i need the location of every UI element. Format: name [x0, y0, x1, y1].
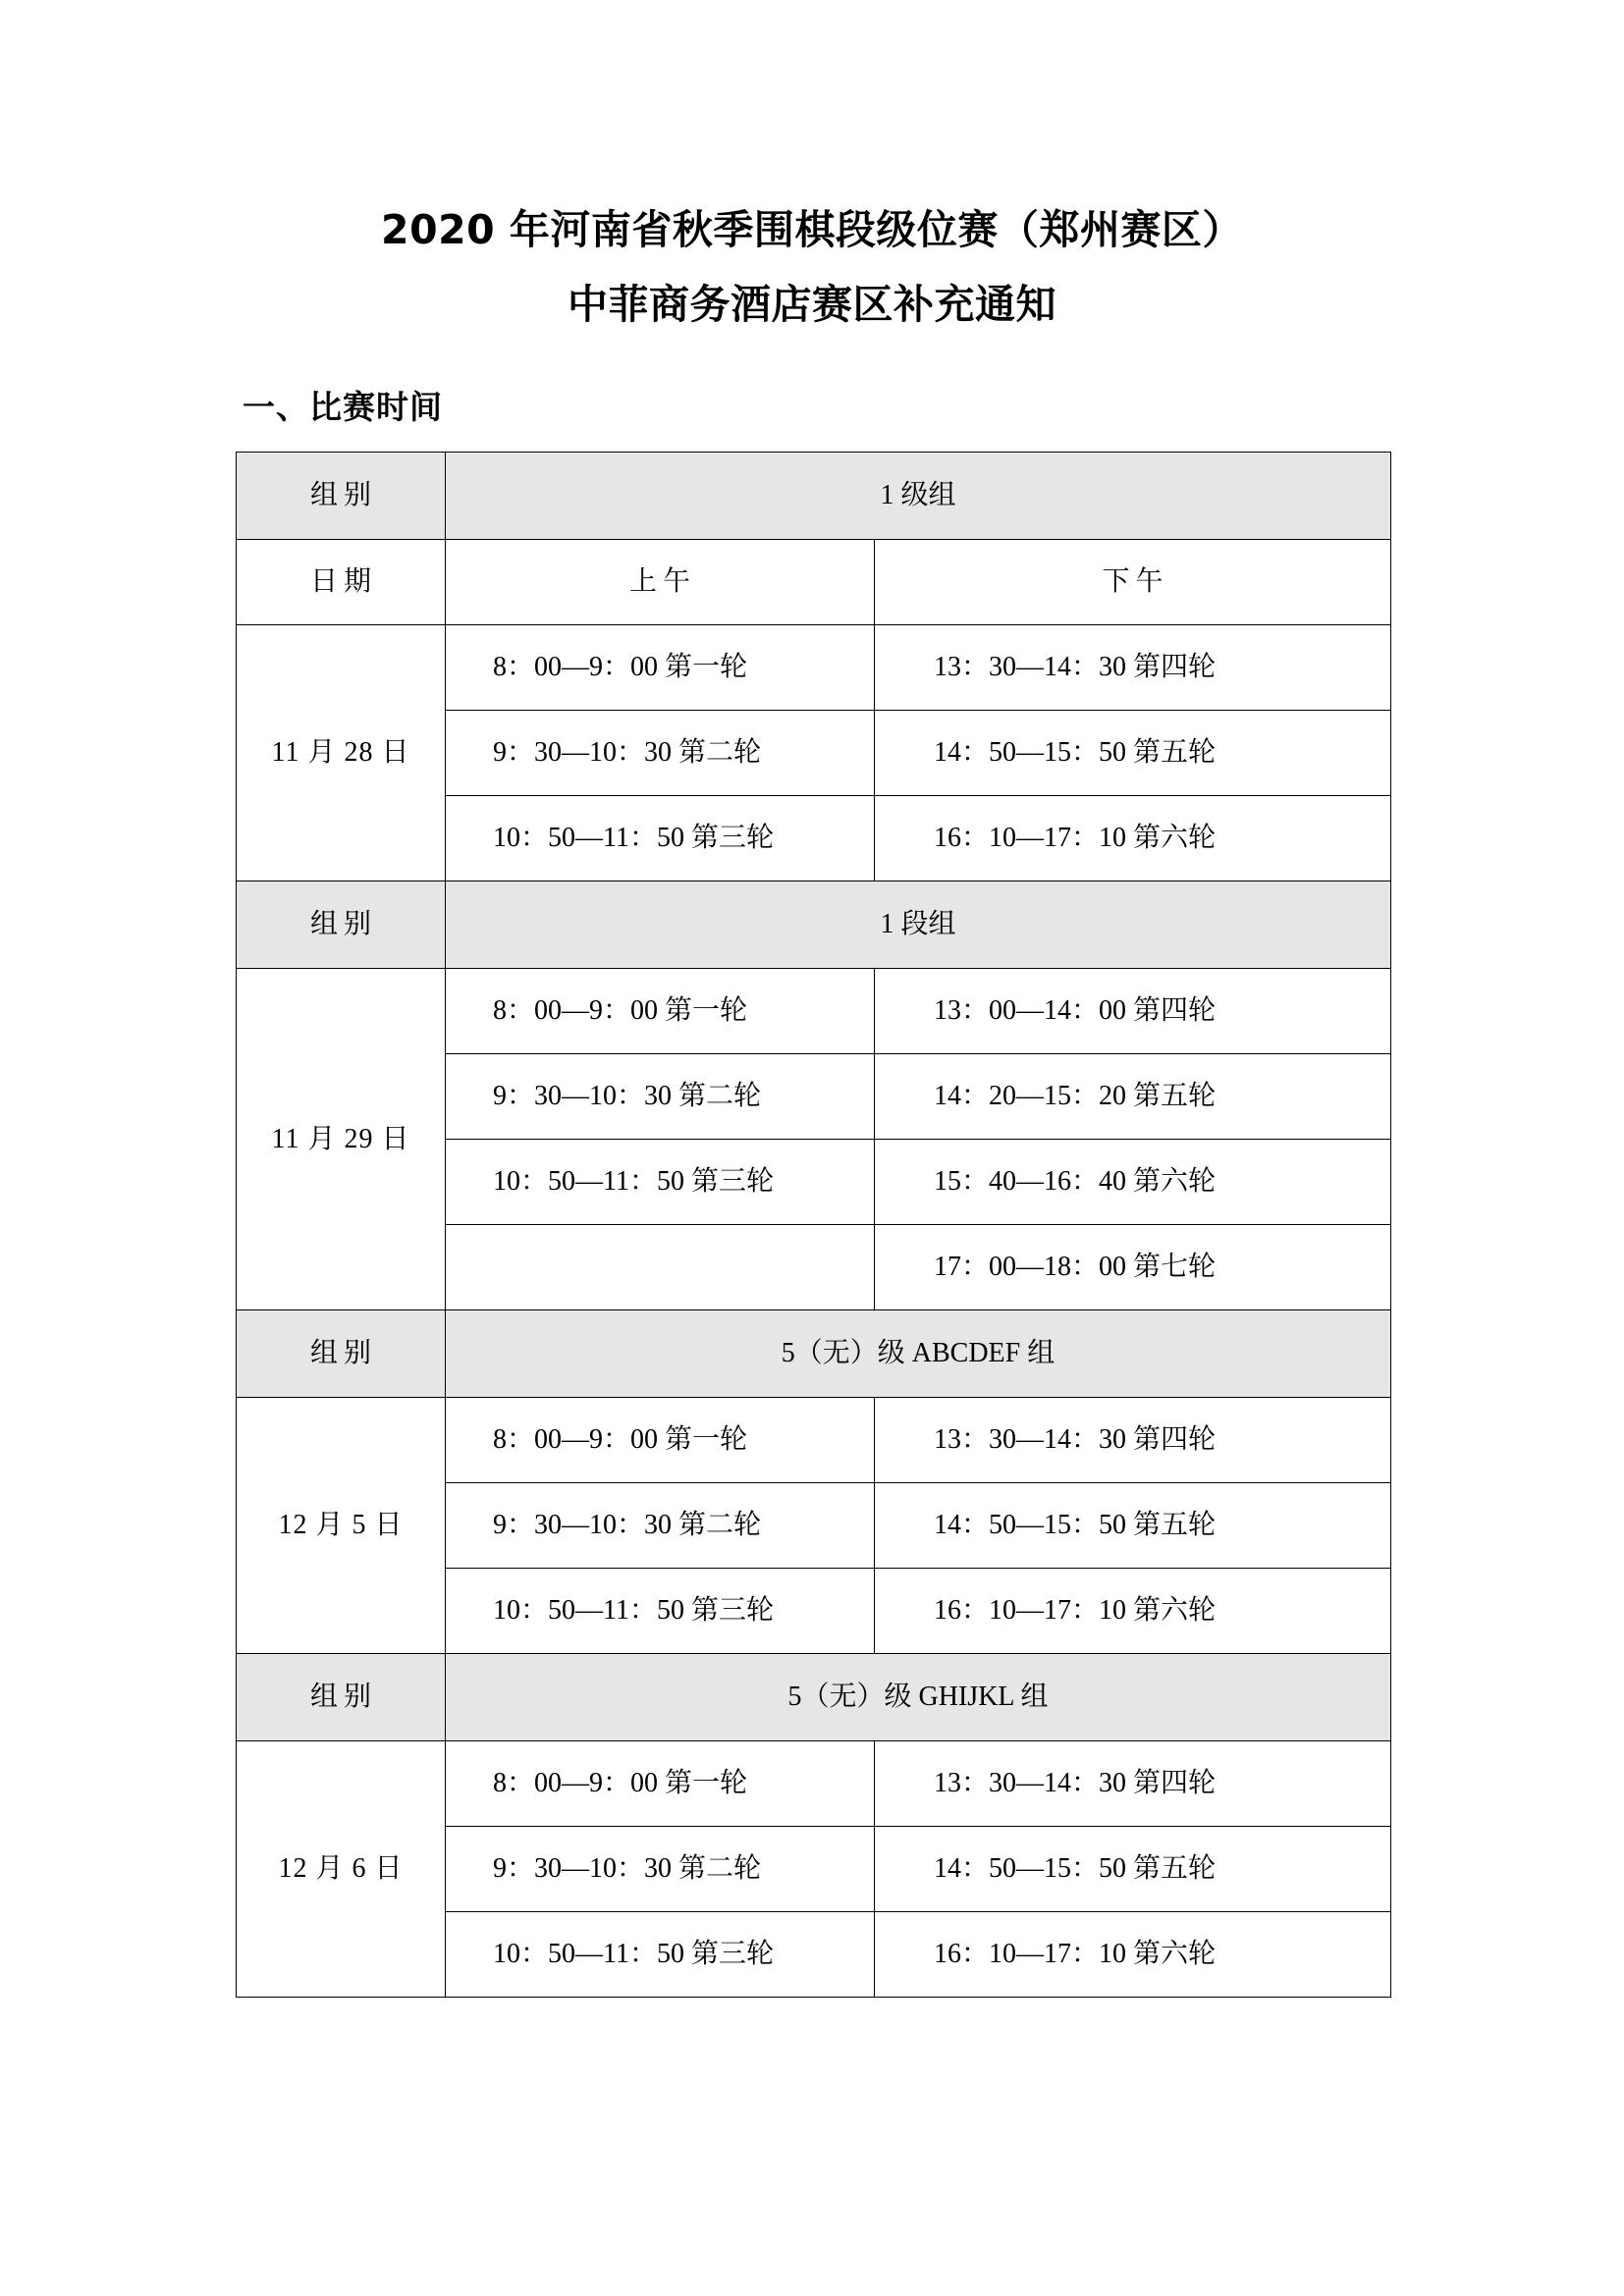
morning-slot-cell: 9：30—10：30 第二轮: [446, 1827, 875, 1912]
morning-slot-cell: 9：30—10：30 第二轮: [446, 1054, 875, 1140]
group-header-row: [237, 1310, 1391, 1398]
group-label-cell: 组别: [237, 1654, 446, 1741]
group-header-row: [237, 881, 1391, 969]
group-value-cell: 5（无）级 GHIJKL 组: [446, 1654, 1391, 1741]
afternoon-slot-cell: 13：00—14：00 第四轮: [875, 969, 1391, 1054]
afternoon-slot-cell: 14：50—15：50 第五轮: [875, 1483, 1391, 1569]
group-header-row: [237, 453, 1391, 540]
morning-slot-cell: [446, 1225, 875, 1310]
afternoon-slot-cell: 13：30—14：30 第四轮: [875, 625, 1391, 711]
afternoon-slot-cell: 15：40—16：40 第六轮: [875, 1140, 1391, 1225]
group-value-cell: 1 段组: [446, 881, 1391, 969]
section-heading-competition-time: 一、比赛时间: [243, 388, 443, 426]
morning-slot-cell: 10：50—11：50 第三轮: [446, 1912, 875, 1998]
morning-slot-cell: 8：00—9：00 第一轮: [446, 1741, 875, 1827]
afternoon-slot-cell: 16：10—17：10 第六轮: [875, 1569, 1391, 1654]
subheader-row: [237, 540, 1391, 625]
group-label-cell: 组别: [237, 453, 446, 540]
subheader-morning-cell: 上午: [446, 540, 875, 625]
group-value-cell: 1 级组: [446, 453, 1391, 540]
afternoon-slot-cell: 13：30—14：30 第四轮: [875, 1398, 1391, 1483]
morning-slot-cell: 8：00—9：00 第一轮: [446, 969, 875, 1054]
morning-slot-cell: 9：30—10：30 第二轮: [446, 711, 875, 796]
subheader-afternoon-cell: 下午: [875, 540, 1391, 625]
group-label-cell: 组别: [237, 1310, 446, 1398]
competition-schedule-table: [236, 452, 1391, 1998]
schedule-row: [237, 625, 1391, 711]
document-title: [0, 192, 1624, 342]
date-cell: 12 月 5 日: [237, 1398, 446, 1654]
morning-slot-cell: 9：30—10：30 第二轮: [446, 1483, 875, 1569]
afternoon-slot-cell: 14：50—15：50 第五轮: [875, 1827, 1391, 1912]
morning-slot-cell: 8：00—9：00 第一轮: [446, 625, 875, 711]
morning-slot-cell: 10：50—11：50 第三轮: [446, 1140, 875, 1225]
morning-slot-cell: 8：00—9：00 第一轮: [446, 1398, 875, 1483]
schedule-row: [237, 1741, 1391, 1827]
group-header-row: [237, 1654, 1391, 1741]
afternoon-slot-cell: 14：20—15：20 第五轮: [875, 1054, 1391, 1140]
afternoon-slot-cell: 16：10—17：10 第六轮: [875, 796, 1391, 881]
date-cell: 11 月 28 日: [237, 625, 446, 881]
schedule-row: [237, 969, 1391, 1054]
afternoon-slot-cell: 13：30—14：30 第四轮: [875, 1741, 1391, 1827]
morning-slot-cell: 10：50—11：50 第三轮: [446, 1569, 875, 1654]
schedule-row: [237, 1398, 1391, 1483]
morning-slot-cell: 10：50—11：50 第三轮: [446, 796, 875, 881]
title-line-1: 2020 年河南省秋季围棋段级位赛（郑州赛区）: [381, 206, 1243, 253]
date-cell: 11 月 29 日: [237, 969, 446, 1310]
afternoon-slot-cell: 17：00—18：00 第七轮: [875, 1225, 1391, 1310]
group-label-cell: 组别: [237, 881, 446, 969]
title-line-2: 中菲商务酒店赛区补充通知: [568, 281, 1056, 328]
group-value-cell: 5（无）级 ABCDEF 组: [446, 1310, 1391, 1398]
afternoon-slot-cell: 14：50—15：50 第五轮: [875, 711, 1391, 796]
date-cell: 12 月 6 日: [237, 1741, 446, 1998]
subheader-date-cell: 日期: [237, 540, 446, 625]
afternoon-slot-cell: 16：10—17：10 第六轮: [875, 1912, 1391, 1998]
